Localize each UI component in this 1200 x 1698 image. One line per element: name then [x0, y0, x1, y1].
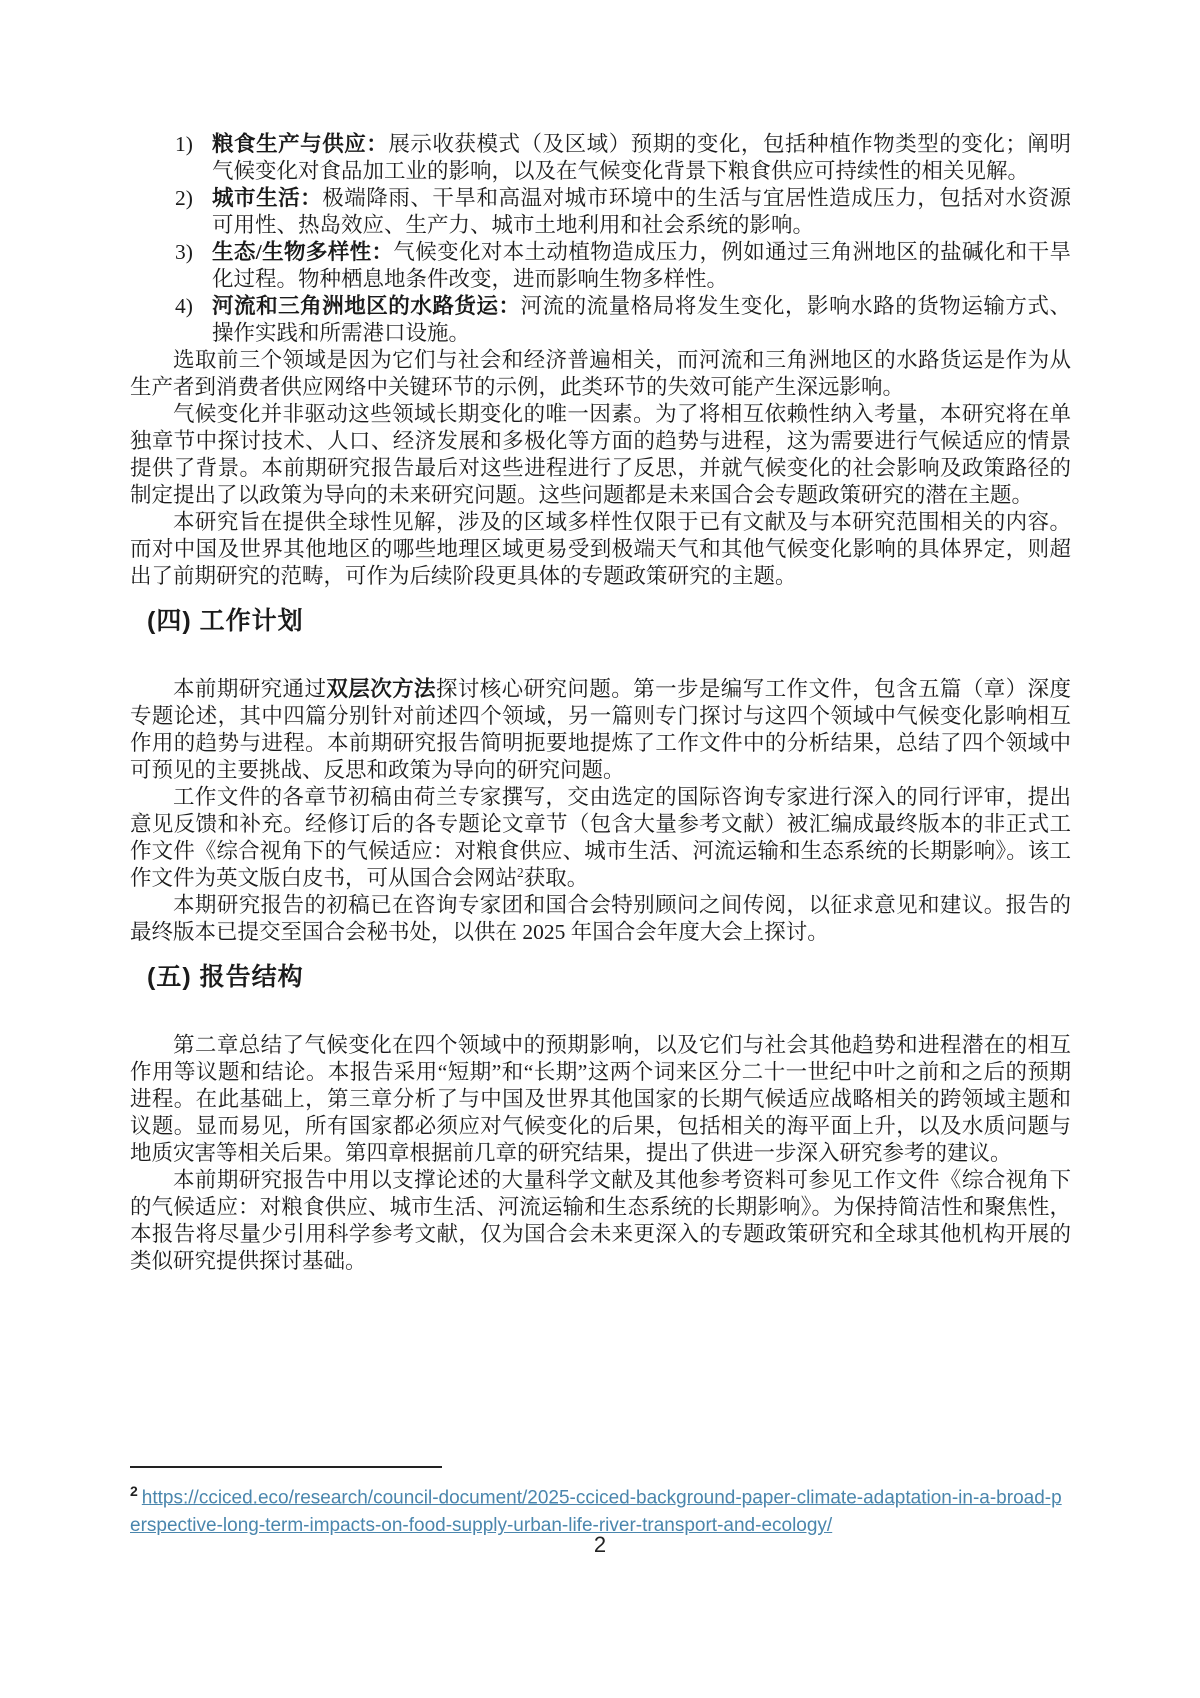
list-item-number: 1): [175, 132, 193, 156]
list-item: [130, 185, 1071, 239]
paragraph-working-paper: [130, 784, 1071, 892]
list-item: [130, 239, 1071, 293]
paragraph-global-scope: 本研究旨在提供全球性见解，涉及的区域多样性仅限于已有文献及与本研究范围相关的内容。而对中国及世界其他地区的哪些地理区域更易受到极端天气和其他气候变化影响的具体界定，则超出了前期研究的范畴，可作为后续阶段更具体的专题政策研究的主题。: [130, 510, 1071, 588]
footnote-reference: 2: [517, 864, 524, 880]
list-item: [130, 131, 1071, 185]
paragraph-text: 获取。: [523, 866, 589, 890]
list-item-number: 4): [175, 294, 193, 318]
list-item-term: 生态/生物多样性：: [212, 240, 394, 264]
list-item-text: 河流的流量格局将发生变化，影响水路的货物运输方式、操作实践和所需港口设施。: [212, 294, 1071, 345]
list-item: [130, 293, 1071, 347]
paragraph-text: 探讨核心研究问题。第一步是编写工作文件，包含五篇（章）深度专题论述，其中四篇分别针对前述四个领域，另一篇则专门探讨与这四个领域中气候变化影响相互作用的趋势与进程。本前期研究报告简明扼要地提炼了工作文件中的分析结果，总结了四个领域中可预见的主要挑战、反思和政策为导向的研究问题。: [130, 677, 1071, 782]
list-item-number: 3): [175, 240, 193, 264]
list-item-term: 粮食生产与供应：: [212, 132, 389, 156]
numbered-list: [130, 131, 1071, 347]
section-heading-work-plan: (四) 工作计划: [147, 607, 304, 635]
list-item-text: 展示收获模式（及区域）预期的变化，包括种植作物类型的变化；阐明气候变化对食品加工业的影响，以及在气候变化背景下粮食供应可持续性的相关见解。: [212, 132, 1071, 183]
section-heading-report-structure: (五) 报告结构: [147, 963, 304, 991]
footnote-link[interactable]: https://cciced.eco/research/council-document/2025-cciced-background-paper-climate-adaptation-in-a-broad-perspective-long-term-impacts-on-food-supply-urban-life-river-transport-and-ecology/: [130, 1487, 1062, 1537]
paragraph-chapter-overview: 第二章总结了气候变化在四个领域中的预期影响，以及它们与社会其他趋势和进程潜在的相互作用等议题和结论。本报告采用“短期”和“长期”这两个词来区分二十一世纪中叶之前和之后的预期进程。在此基础上，第三章分析了与中国及世界其他国家的长期气候适应战略相关的跨领域主题和议题。显而易见，所有国家都必须应对气候变化的后果，包括相关的海平面上升，以及水质问题与地质灾害等相关后果。第四章根据前几章的研究结果，提出了供进一步深入研究参考的建议。: [130, 1033, 1071, 1165]
list-item-term: 城市生活：: [212, 186, 323, 210]
bold-two-tier-method: 双层次方法: [326, 677, 436, 701]
page-number: 2: [593, 1532, 607, 1557]
paragraph-two-tier-approach: [130, 676, 1071, 784]
paragraph-report-review: 本期研究报告的初稿已在咨询专家团和国合会特别顾问之间传阅，以征求意见和建议。报告的最终版本已提交至国合会秘书处，以供在 2025 年国合会年度大会上探讨。: [130, 893, 1071, 944]
footnote-area: [130, 1466, 1071, 1540]
list-item-text: 气候变化对本土动植物造成压力，例如通过三角洲地区的盐碱化和干旱化过程。物种栖息地条件改变，进而影响生物多样性。: [212, 240, 1071, 291]
list-item-text: 极端降雨、干旱和高温对城市环境中的生活与宜居性造成压力，包括对水资源可用性、热岛效应、生产力、城市土地利用和社会系统的影响。: [212, 186, 1071, 237]
list-item-number: 2): [175, 186, 193, 210]
document-body: [130, 131, 1071, 1275]
footnote-text: [130, 1477, 1071, 1540]
list-item-term: 河流和三角洲地区的水路货运：: [212, 294, 521, 318]
footnote-marker: 2: [130, 1483, 138, 1499]
paragraph-text: 本前期研究通过: [173, 677, 327, 701]
footnote-separator: [130, 1466, 442, 1468]
paragraph-text: 工作文件的各章节初稿由荷兰专家撰写，交由选定的国际咨询专家进行深入的同行评审，提出意见反馈和补充。经修订后的各专题论文章节（包含大量参考文献）被汇编成最终版本的非正式工作文件《综合视角下的气候适应：对粮食供应、城市生活、河流运输和生态系统的长期影响》。该工作文件为英文版白皮书，可从国合会网站: [130, 785, 1071, 890]
paragraph-domain-selection: 选取前三个领域是因为它们与社会和经济普遍相关，而河流和三角洲地区的水路货运是作为从生产者到消费者供应网络中关键环节的示例，此类环节的失效可能产生深远影响。: [130, 348, 1071, 399]
paragraph-references-policy: 本前期研究报告中用以支撑论述的大量科学文献及其他参考资料可参见工作文件《综合视角下的气候适应：对粮食供应、城市生活、河流运输和生态系统的长期影响》。为保持简洁性和聚焦性，本报告将尽量少引用科学参考文献，仅为国合会未来更深入的专题政策研究和全球其他机构开展的类似研究提供探讨基础。: [130, 1168, 1071, 1273]
paragraph-climate-drivers: 气候变化并非驱动这些领域长期变化的唯一因素。为了将相互依赖性纳入考量，本研究将在单独章节中探讨技术、人口、经济发展和多极化等方面的趋势与进程，这为需要进行气候适应的情景提供了背景。本前期研究报告最后对这些进程进行了反思，并就气候变化的社会影响及政策路径的制定提出了以政策为导向的未来研究问题。这些问题都是未来国合会专题政策研究的潜在主题。: [130, 402, 1071, 507]
